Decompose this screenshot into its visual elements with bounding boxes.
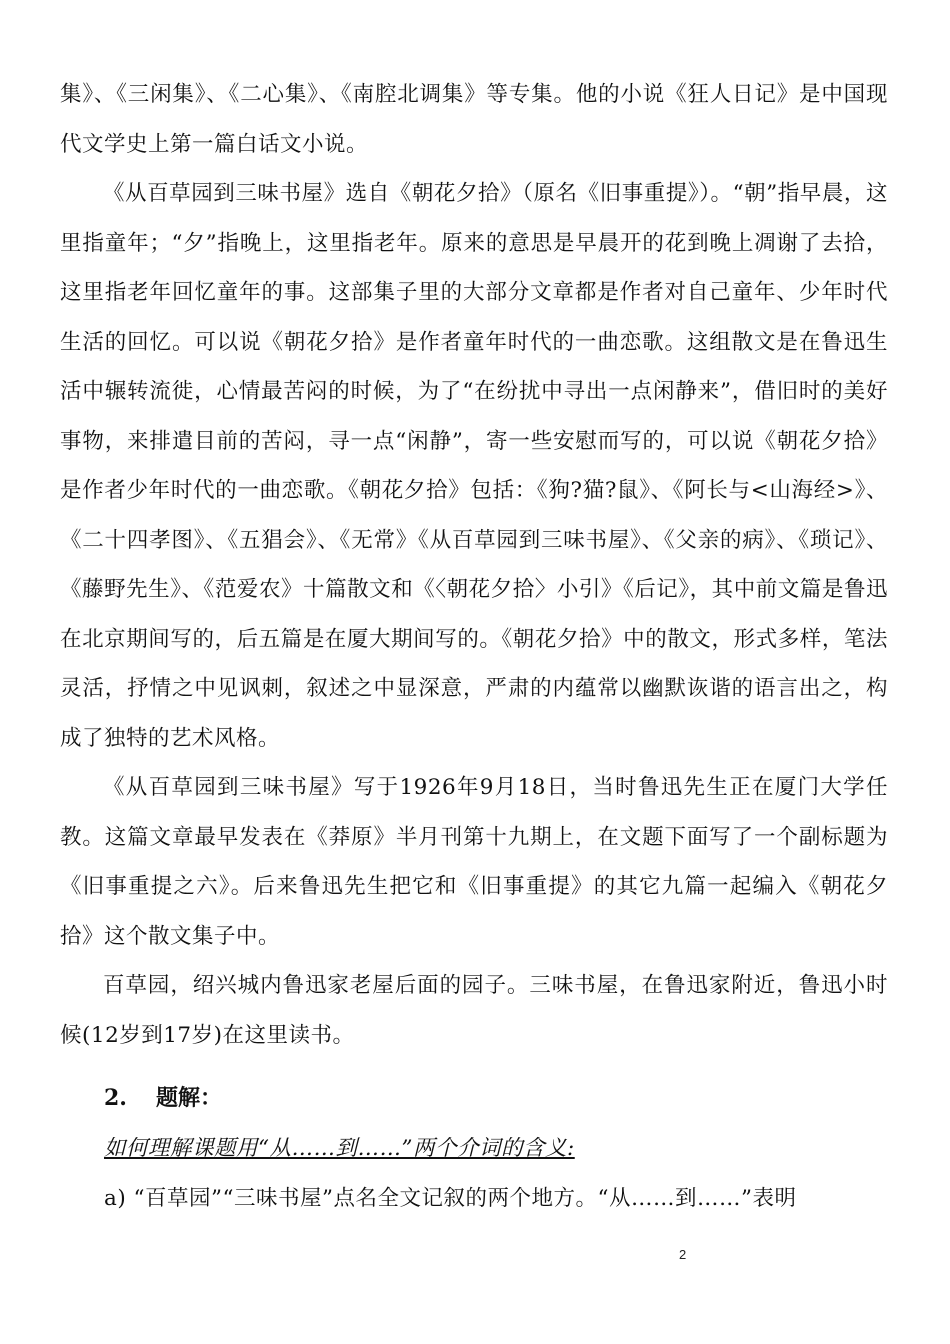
list-item-a: a) “百草园”“三味书屋”点名全文记叙的两个地方。“从……到……”表明 <box>104 1186 797 1211</box>
section-title: 题解： <box>156 1085 223 1111</box>
question-subtitle: 如何理解课题用“从……到……”两个介词的含义: <box>104 1136 575 1161</box>
section-number: 2. <box>104 1085 127 1111</box>
paragraph-continued: 集》、《三闲集》、《二心集》、《南腔北调集》等专集。他的小说《狂人日记》是中国现代文学史上第一篇白话文小说。 <box>60 82 888 157</box>
paragraph-collection-intro: 《从百草园到三味书屋》选自《朝花夕拾》（原名《旧事重提》）。“朝”指早晨，这里指童年；“夕”指晚上，这里指老年。原来的意思是早晨开的花到晚上凋谢了去拾，这里指老年回忆童年的事。这部集子里的大部分文章都是作者对自己童年、少年时代生活的回忆。可以说《朝花夕拾》是作者童年时代的一曲恋歌。这组散文是在鲁迅生活中辗转流徙，心情最苦闷的时候，为了“在纷扰中寻出一点闲静来”，借旧时的美好事物，来排遣目前的苦闷，寻一点“闲静”，寄一些安慰而写的，可以说《朝花夕拾》是作者少年时代的一曲恋歌。《朝花夕拾》包括：《狗?猫?鼠》、《阿长与<山海经>》、《二十四孝图》、《五猖会》、《无常》《从百草园到三味书屋》、《父亲的病》、《琐记》、《藤野先生》、《范爱农》十篇散文和《〈朝花夕拾〉小引》《后记》，其中前文篇是鲁迅在北京期间写的，后五篇是在厦大期间写的。《朝花夕拾》中的散文，形式多样，笔法灵活，抒情之中见讽刺，叙述之中显深意，严肃的内蕴常以幽默诙谐的语言出之，构成了独特的艺术风格。 <box>60 181 888 751</box>
page-number: 2 <box>679 1247 687 1262</box>
section-heading <box>60 1072 888 1124</box>
paragraph-places: 百草园，绍兴城内鲁迅家老屋后面的园子。三味书屋，在鲁迅家附近，鲁迅小时候(12岁到17岁)在这里读书。 <box>60 973 888 1048</box>
paragraph-publication: 《从百草园到三味书屋》写于1926年9月18日，当时鲁迅先生正在厦门大学任教。这篇文章最早发表在《莽原》半月刊第十九期上，在文题下面写了一个副标题为《旧事重提之六》。后来鲁迅先生把它和《旧事重提》的其它九篇一起编入《朝花夕拾》这个散文集子中。 <box>60 775 888 949</box>
document-page <box>60 70 888 1224</box>
